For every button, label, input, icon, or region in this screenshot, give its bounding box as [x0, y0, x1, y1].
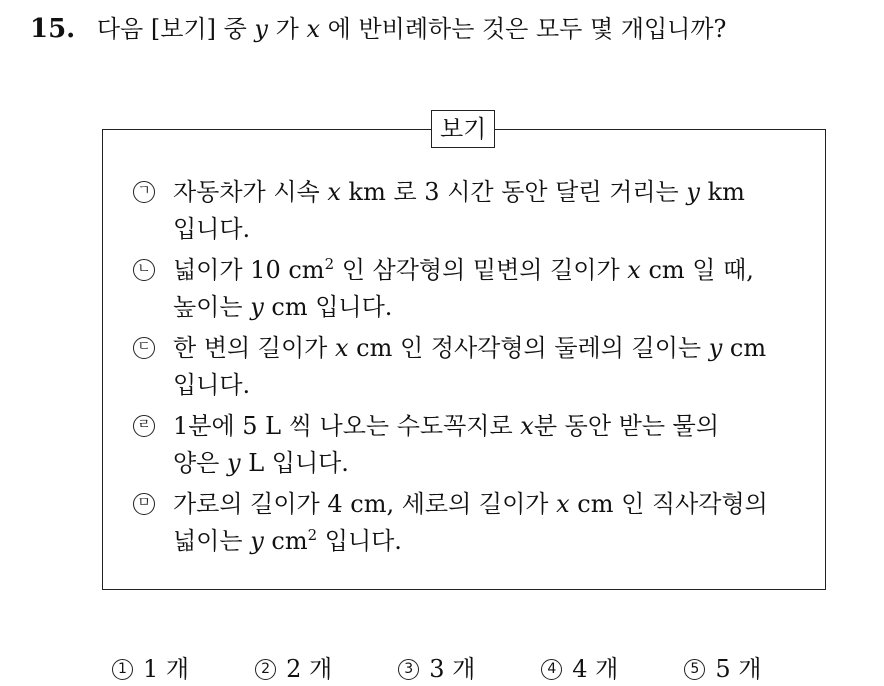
example-item — [133, 486, 805, 560]
text: cm 입니다. — [263, 293, 393, 321]
text: 입니다. — [317, 527, 402, 555]
variable-y: y — [708, 334, 723, 362]
superscript: 2 — [307, 526, 318, 544]
text: 인 삼각형의 밑변의 길이가 — [334, 256, 628, 284]
variable-x: x — [627, 256, 641, 284]
variable-x: x — [556, 490, 570, 518]
text: 넓이가 10 cm — [173, 256, 325, 284]
choice-label: 1 개 — [143, 655, 190, 683]
item-line — [173, 408, 805, 445]
text: 높이는 — [173, 293, 251, 321]
text: cm — [722, 334, 767, 362]
variable-y: y — [227, 449, 241, 477]
text: 양은 — [173, 449, 227, 477]
circled-number: 5 — [684, 659, 705, 680]
variable-x: x — [335, 334, 349, 362]
item-line — [173, 523, 805, 560]
choice-3[interactable] — [398, 652, 475, 686]
question-part: 가 — [275, 15, 299, 43]
question-text — [30, 12, 726, 46]
circled-number: 3 — [398, 659, 419, 680]
choice-label: 2 개 — [286, 655, 333, 683]
choice-5[interactable] — [684, 652, 761, 686]
question-part: 다음 [보기] 중 — [96, 15, 247, 43]
circled-number: 2 — [255, 659, 276, 680]
item-line: 입니다. — [173, 215, 251, 243]
item-line — [173, 486, 805, 523]
example-item — [133, 408, 805, 482]
choice-2[interactable] — [255, 652, 332, 686]
text: 1분에 5 L 씩 나오는 수도꼭지로 — [173, 412, 521, 440]
text: cm — [263, 527, 308, 555]
example-items — [133, 174, 805, 564]
circled-marker-digeut: ㄷ — [133, 337, 155, 359]
text: km 로 3 시간 동안 달린 거리는 — [340, 178, 687, 206]
example-item — [133, 252, 805, 326]
example-item — [133, 174, 805, 248]
choice-label: 5 개 — [715, 655, 762, 683]
item-line — [173, 252, 805, 289]
text: 한 변의 길이가 — [173, 334, 335, 362]
text: L 입니다. — [240, 449, 349, 477]
item-line — [173, 330, 805, 367]
choice-4[interactable] — [541, 652, 618, 686]
circled-number: 1 — [112, 659, 133, 680]
box-title: 보기 — [431, 110, 495, 148]
superscript: 2 — [324, 255, 335, 273]
choice-1[interactable] — [112, 652, 189, 686]
circled-marker-mieum: ㅁ — [133, 493, 155, 515]
circled-marker-giyeok: ㄱ — [133, 181, 155, 203]
answer-choices — [112, 652, 761, 686]
variable-y: y — [250, 527, 264, 555]
item-line — [173, 289, 805, 326]
question-number: 15. — [30, 14, 76, 44]
text: 가로의 길이가 4 cm, 세로의 길이가 — [173, 490, 557, 518]
example-item — [133, 330, 805, 404]
text: cm 일 때, — [640, 256, 754, 284]
text: 분 동안 받는 물의 — [533, 412, 720, 440]
variable-x: x — [520, 412, 534, 440]
item-line — [173, 174, 805, 211]
variable-y: y — [686, 178, 700, 206]
text: 넓이는 — [173, 527, 251, 555]
text: cm 인 직사각형의 — [569, 490, 768, 518]
variable-y: y — [250, 293, 264, 321]
item-line — [173, 445, 805, 482]
choice-label: 4 개 — [572, 655, 619, 683]
circled-marker-rieul: ㄹ — [133, 415, 155, 437]
example-box — [102, 115, 826, 590]
question-part: 에 반비례하는 것은 모두 몇 개입니까? — [327, 15, 727, 43]
text: km — [699, 178, 745, 206]
variable-x: x — [327, 178, 341, 206]
variable-x: x — [306, 15, 320, 43]
text: 자동차가 시속 — [173, 178, 328, 206]
item-line: 입니다. — [173, 371, 251, 399]
variable-y: y — [254, 15, 268, 43]
choice-label: 3 개 — [429, 655, 476, 683]
circled-number: 4 — [541, 659, 562, 680]
text: cm 인 정사각형의 둘레의 길이는 — [348, 334, 709, 362]
circled-marker-nieun: ㄴ — [133, 259, 155, 281]
